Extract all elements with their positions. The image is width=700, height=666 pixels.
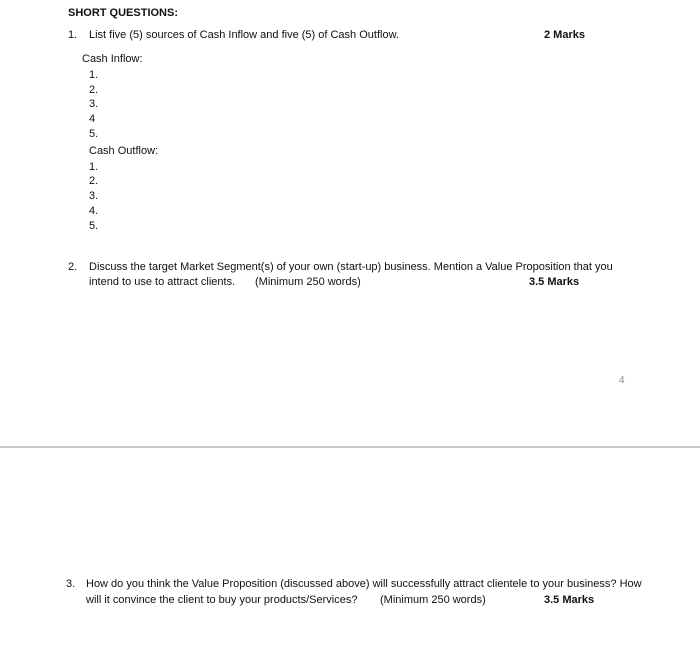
q2-marks: 3.5 Marks	[529, 276, 580, 288]
q2-line-1: Discuss the target Market Segment(s) of your own (start-up) business. Mention a Value Proposition that you	[89, 261, 613, 273]
q2-line-2: intend to use to attract clients.	[89, 276, 236, 288]
q3-line-2: will it convince the client to buy your products/Services?	[86, 594, 358, 606]
q3-min-words: (Minimum 250 words)	[380, 594, 486, 606]
outflow-item: 4.	[89, 205, 99, 217]
inflow-item: 1.	[89, 69, 99, 81]
q2-number: 2.	[68, 261, 78, 273]
outflow-item: 2.	[89, 175, 99, 187]
outflow-item: 3.	[89, 190, 99, 202]
q1-number: 1.	[68, 29, 78, 41]
cash-outflow-label: Cash Outflow:	[89, 145, 159, 157]
q3-number: 3.	[66, 578, 76, 590]
inflow-item: 2.	[89, 84, 99, 96]
q1-marks: 2 Marks	[544, 29, 585, 41]
inflow-item: 3.	[89, 98, 99, 110]
inflow-item: 4	[89, 113, 96, 125]
cash-inflow-label: Cash Inflow:	[82, 53, 143, 65]
section-title: SHORT QUESTIONS:	[68, 7, 179, 19]
outflow-item: 1.	[89, 161, 99, 173]
q3-line-1: How do you think the Value Proposition (discussed above) will successfully attract clientele to your business? How	[86, 578, 642, 590]
page-number: 4	[619, 375, 625, 386]
q2-min-words: (Minimum 250 words)	[255, 276, 361, 288]
outflow-item: 5.	[89, 220, 99, 232]
q1-text: List five (5) sources of Cash Inflow and five (5) of Cash Outflow.	[89, 29, 399, 41]
q3-marks: 3.5 Marks	[544, 594, 595, 606]
inflow-item: 5.	[89, 128, 99, 140]
page-divider	[0, 446, 700, 448]
